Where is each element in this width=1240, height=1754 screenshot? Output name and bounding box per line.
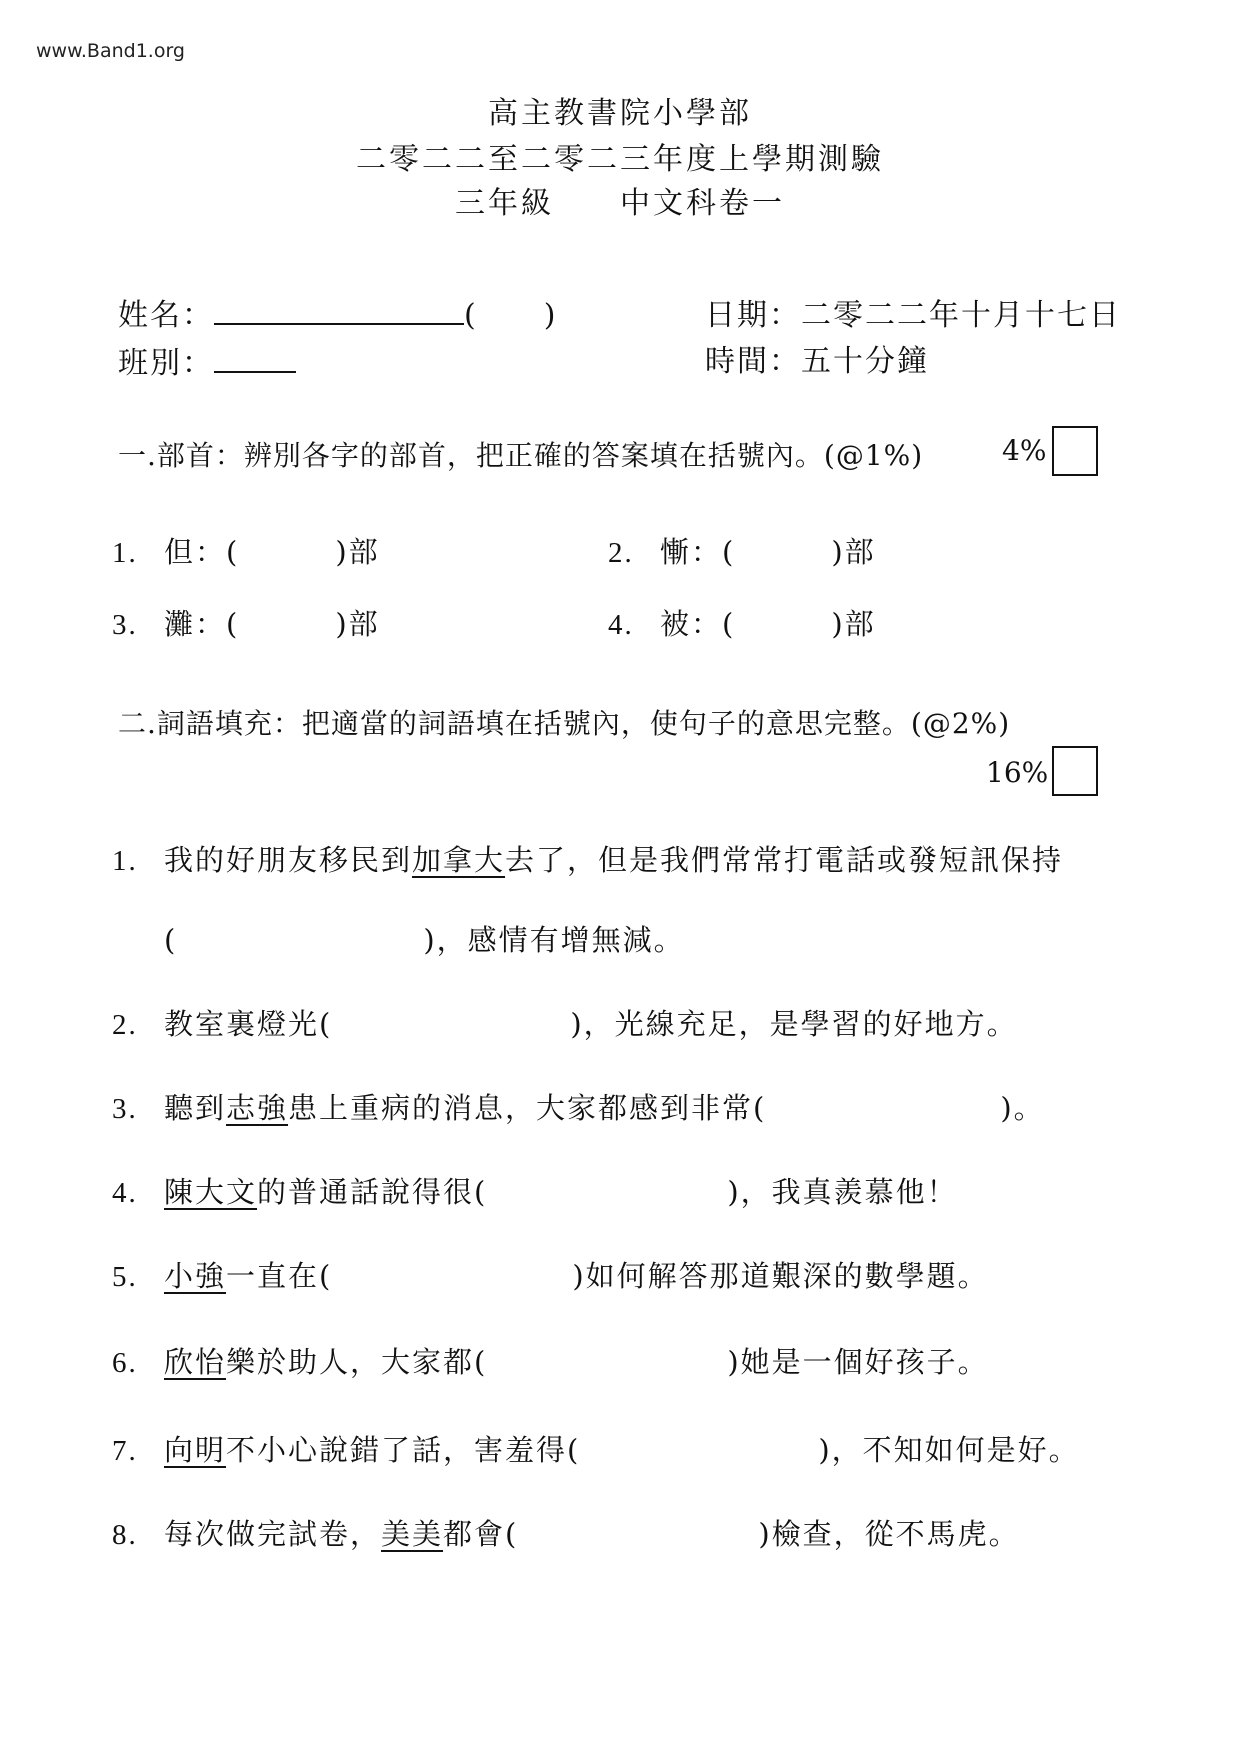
question-text: )。 — [1000, 1091, 1045, 1125]
section2-score-box[interactable] — [1052, 746, 1098, 796]
radical-item-4 — [608, 602, 876, 643]
radical-item-3 — [112, 602, 380, 643]
fill-question-4 — [112, 1170, 958, 1211]
fill-question-6 — [112, 1340, 989, 1381]
subject: 中文科卷一 — [620, 186, 785, 221]
proper-noun: 欣怡 — [164, 1345, 227, 1379]
class-number-open: ( — [464, 298, 478, 333]
question-text: 一直在( — [226, 1259, 333, 1293]
question-text: 我的好朋友移民到 — [164, 843, 413, 877]
colon-open: ：( — [691, 607, 736, 641]
radical-suffix: )部 — [831, 607, 876, 641]
exam-date: 日期：二零二二年十月十七日 — [705, 298, 1121, 333]
item-number: 3. — [112, 1093, 138, 1125]
question-text: )如何解答那道艱深的數學題。 — [572, 1259, 989, 1293]
question-text: 都會( — [443, 1517, 519, 1551]
proper-noun: 小強 — [164, 1259, 227, 1293]
question-text: 的普通話說得很( — [257, 1175, 488, 1209]
item-number: 4. — [112, 1177, 138, 1209]
question-text: 不小心說錯了話，害羞得( — [226, 1433, 581, 1467]
radical-char: 但 — [164, 535, 196, 569]
class-number-close: ) — [543, 298, 558, 333]
question-text: 患上重病的消息，大家都感到非常( — [288, 1091, 767, 1125]
question-text: )，光線充足，是學習的好地方。 — [570, 1007, 1018, 1041]
proper-noun: 美美 — [381, 1517, 444, 1551]
class-field — [118, 338, 296, 382]
question-text: 聽到 — [164, 1091, 227, 1125]
section2-title: 二.詞語填充：把適當的詞語填在括號內，使句子的意思完整。(@2%) — [118, 707, 1011, 740]
fill-question-3 — [112, 1086, 1045, 1127]
question-text: )，不知如何是好。 — [818, 1433, 1080, 1467]
question-text: 教室裏燈光( — [164, 1007, 333, 1041]
item-number: 7. — [112, 1435, 138, 1467]
question-text: )她是一個好孩子。 — [727, 1345, 989, 1379]
grade-subject — [0, 178, 1240, 222]
fill-question-7 — [112, 1428, 1080, 1469]
radical-char: 灘 — [164, 607, 196, 641]
radical-item-2 — [608, 530, 876, 571]
item-number: 2. — [112, 1009, 138, 1041]
item-number: 8. — [112, 1519, 138, 1551]
colon-open: ：( — [195, 607, 240, 641]
fill-question-8 — [112, 1512, 1020, 1553]
section2-score: 16% — [986, 756, 1049, 789]
fill-question-5 — [112, 1254, 989, 1295]
item-number: 2. — [608, 537, 634, 569]
section1-score: 4% — [1002, 434, 1047, 467]
paren-open: ( — [164, 923, 178, 957]
name-blank[interactable] — [214, 297, 464, 325]
question-text: 每次做完試卷， — [164, 1517, 382, 1551]
item-number: 1. — [112, 845, 138, 877]
item-number: 3. — [112, 609, 138, 641]
question-text: )，感情有增無減。 — [423, 923, 685, 957]
proper-noun: 加拿大 — [412, 843, 506, 877]
item-number: 5. — [112, 1261, 138, 1293]
radical-item-1 — [112, 530, 380, 571]
section1-score-box[interactable] — [1052, 426, 1098, 476]
question-text: )檢查，從不馬虎。 — [758, 1517, 1020, 1551]
colon-open: ：( — [691, 535, 736, 569]
fill-question-1-line2 — [164, 918, 685, 959]
watermark: www.Band1.org — [36, 40, 185, 62]
radical-suffix: )部 — [335, 607, 380, 641]
radical-char: 慚 — [660, 535, 692, 569]
proper-noun: 志強 — [226, 1091, 289, 1125]
school-name: 高主教書院小學部 — [488, 96, 752, 131]
fill-question-2 — [112, 1002, 1018, 1043]
class-label: 班別： — [118, 346, 214, 381]
question-text: 樂於助人，大家都( — [226, 1345, 488, 1379]
name-field — [118, 290, 557, 334]
grade: 三年級 — [455, 186, 554, 221]
item-number: 1. — [112, 537, 138, 569]
exam-time: 時間：五十分鐘 — [705, 344, 929, 379]
radical-char: 被 — [660, 607, 692, 641]
colon-open: ：( — [195, 535, 240, 569]
class-blank[interactable] — [214, 345, 296, 373]
radical-suffix: )部 — [335, 535, 380, 569]
section1-title: 一.部首：辨別各字的部首，把正確的答案填在括號內。(@1%) — [118, 439, 924, 472]
question-text: )，我真羨慕他！ — [727, 1175, 958, 1209]
item-number: 6. — [112, 1347, 138, 1379]
fill-question-1 — [112, 838, 1063, 879]
item-number: 4. — [608, 609, 634, 641]
proper-noun: 陳大文 — [164, 1175, 258, 1209]
radical-suffix: )部 — [831, 535, 876, 569]
name-label: 姓名： — [118, 298, 214, 333]
proper-noun: 向明 — [164, 1433, 227, 1467]
exam-term: 二零二二至二零二三年度上學期測驗 — [356, 142, 884, 177]
question-text: 去了，但是我們常常打電話或發短訊保持 — [505, 843, 1064, 877]
